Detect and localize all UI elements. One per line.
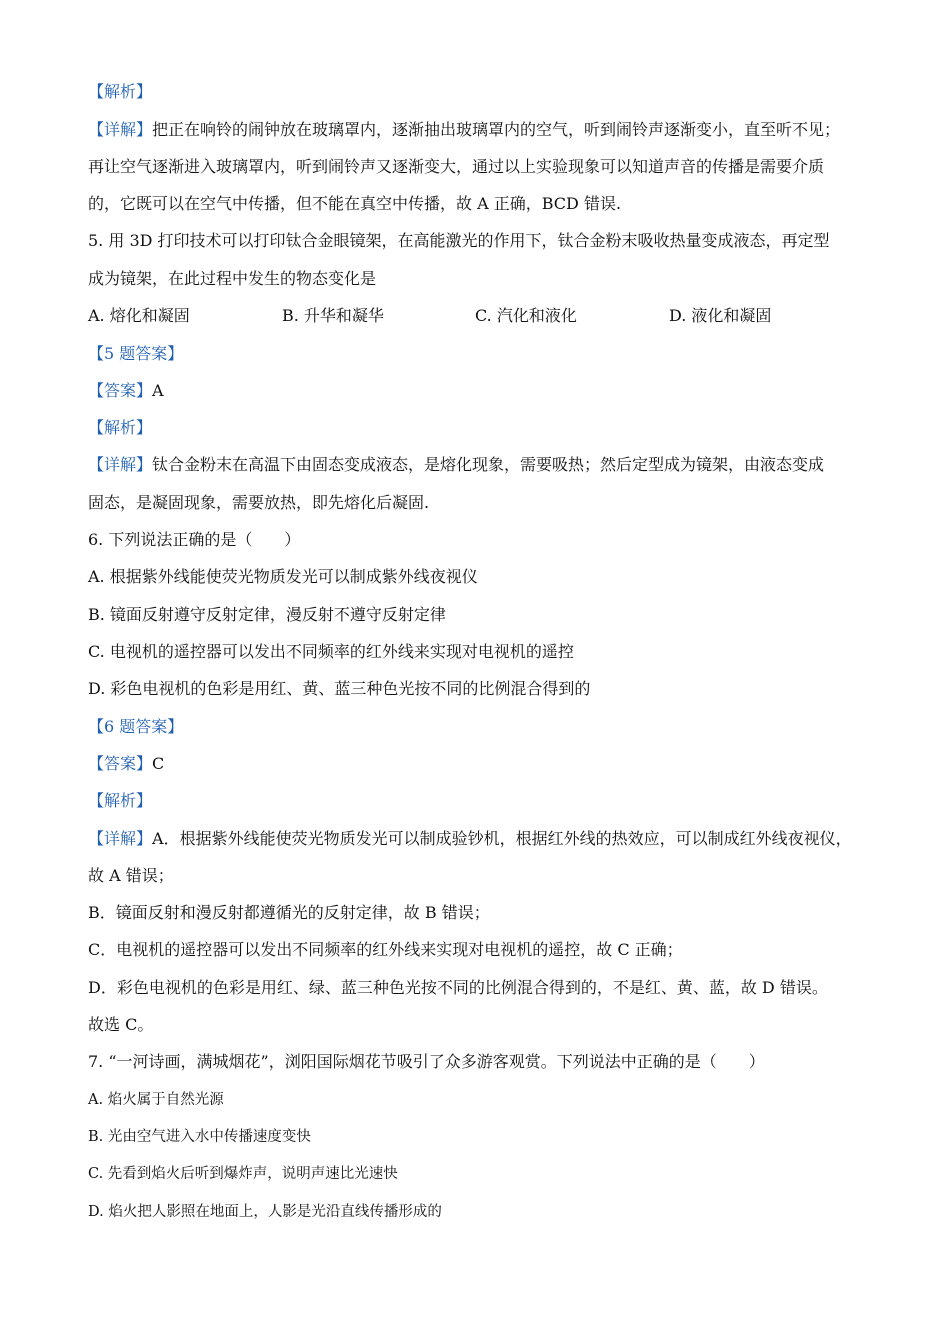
q5-option-a: A. 熔化和凝固 — [88, 306, 190, 325]
q6-detail-text-1: A．根据紫外线能使荧光物质发光可以制成验钞机，根据红外线的热效应，可以制成红外线夜视仪， — [152, 829, 852, 848]
q6-detail-line-2: 故 A 错误； — [88, 866, 174, 885]
q5-stem-line-1: 5. 用 3D 打印技术可以打印钛合金眼镜架，在高能激光的作用下，钛合金粉末吸收热量变成液态，再定型 — [88, 231, 830, 250]
q5-answer-tag: 【答案】 — [88, 381, 153, 400]
q6-detail-tag: 【详解】 — [88, 829, 153, 848]
q5-stem-line-2: 成为镜架，在此过程中发生的物态变化是 — [88, 269, 377, 288]
q5-answer-value: A — [152, 381, 164, 400]
q6-detail-line-5: D．彩色电视机的色彩是用红、绿、蓝三种色光按不同的比例混合得到的，不是红、黄、蓝，故 D 错误。 — [88, 978, 828, 997]
q6-answer-line — [88, 754, 164, 774]
q7-stem: 7. “一河诗画，满城烟花”，浏阳国际烟花节吸引了众多游客观赏。下列说法中正确的是（ ） — [88, 1052, 765, 1071]
q6-option-b: B. 镜面反射遵守反射定律，漫反射不遵守反射定律 — [88, 605, 446, 624]
q5-answer-header: 【5 题答案】 — [88, 344, 184, 363]
q5-answer-line — [88, 381, 164, 401]
q6-detail-line-3: B．镜面反射和漫反射都遵循光的反射定律，故 B 错误； — [88, 903, 490, 922]
q5-option-d: D. 液化和凝固 — [669, 306, 772, 325]
q5-detail-line-2: 固态，是凝固现象，需要放热，即先熔化后凝固. — [88, 493, 430, 512]
q5-options — [88, 306, 888, 326]
q7-option-c: C. 先看到焰火后听到爆炸声，说明声速比光速快 — [88, 1166, 398, 1182]
q6-answer-value: C — [152, 754, 165, 773]
q5-detail-text-1: 钛合金粉末在高温下由固态变成液态，是熔化现象，需要吸热；然后定型成为镜架，由液态变成 — [152, 455, 825, 474]
q4-detail-tag: 【详解】 — [88, 120, 153, 139]
q6-option-d: D. 彩色电视机的色彩是用红、黄、蓝三种色光按不同的比例混合得到的 — [88, 679, 591, 698]
q6-detail-line-1 — [88, 829, 852, 849]
q6-option-a: A. 根据紫外线能使荧光物质发光可以制成紫外线夜视仪 — [88, 567, 478, 586]
q4-detail-line-3: 的，它既可以在空气中传播，但不能在真空中传播，故 A 正确，BCD 错误. — [88, 194, 622, 213]
q7-option-a: A. 焰火属于自然光源 — [88, 1092, 224, 1108]
q6-answer-tag: 【答案】 — [88, 754, 153, 773]
q6-detail-line-4: C．电视机的遥控器可以发出不同频率的红外线来实现对电视机的遥控，故 C 正确； — [88, 940, 683, 959]
q4-detail-line-1 — [88, 120, 840, 140]
q4-detail-line-2: 再让空气逐渐进入玻璃罩内，听到闹铃声又逐渐变大，通过以上实验现象可以知道声音的传播是需要介质 — [88, 157, 825, 176]
q5-option-c: C. 汽化和液化 — [475, 306, 577, 325]
q4-detail-text-1: 把正在响铃的闹钟放在玻璃罩内，逐渐抽出玻璃罩内的空气，听到闹铃声逐渐变小，直至听不见； — [152, 120, 841, 139]
q7-option-d: D. 焰火把人影照在地面上，人影是光沿直线传播形成的 — [88, 1204, 442, 1220]
q6-answer-header: 【6 题答案】 — [88, 717, 184, 736]
q6-option-c: C. 电视机的遥控器可以发出不同频率的红外线来实现对电视机的遥控 — [88, 642, 574, 661]
q4-analysis-tag: 【解析】 — [88, 82, 153, 101]
q5-detail-line-1 — [88, 455, 824, 475]
q7-option-b: B. 光由空气进入水中传播速度变快 — [88, 1129, 311, 1145]
q5-analysis-tag: 【解析】 — [88, 418, 153, 437]
q6-stem: 6. 下列说法正确的是（ ） — [88, 530, 301, 549]
q6-analysis-tag: 【解析】 — [88, 791, 153, 810]
q5-option-b: B. 升华和凝华 — [282, 306, 384, 325]
q5-detail-tag: 【详解】 — [88, 455, 153, 474]
q6-detail-line-6: 故选 C。 — [88, 1015, 154, 1034]
